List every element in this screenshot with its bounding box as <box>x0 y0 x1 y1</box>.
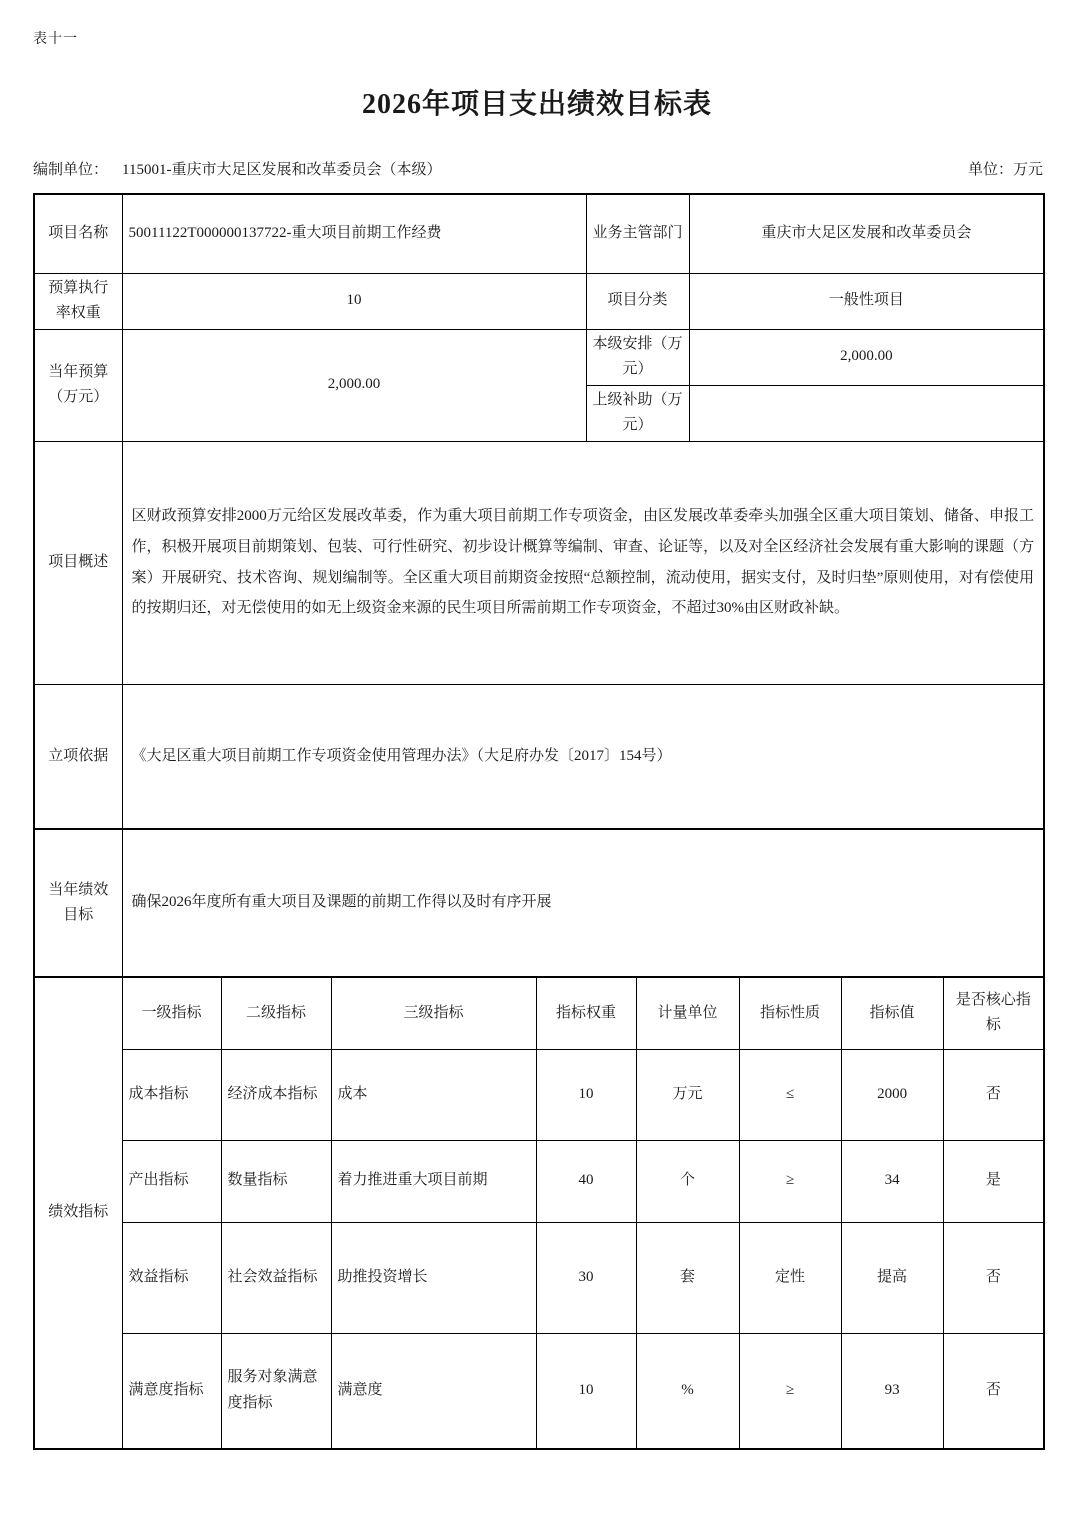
indicator-nature: ≥ <box>739 1333 841 1449</box>
row-target <box>34 829 1044 977</box>
local-arrangement-label: 本级安排（万元） <box>586 329 689 385</box>
indicator-unit: 个 <box>636 1140 739 1222</box>
indicator-nature: 定性 <box>739 1222 841 1333</box>
prepared-by-value: 115001-重庆市大足区发展和改革委员会（本级） <box>122 162 442 178</box>
dept-value: 重庆市大足区发展和改革委员会 <box>689 194 1044 273</box>
indicator-weight: 10 <box>536 1049 636 1140</box>
header-core: 是否核心指标 <box>943 977 1044 1049</box>
header-weight: 指标权重 <box>536 977 636 1049</box>
category-value: 一般性项目 <box>689 273 1044 329</box>
indicator-level1: 产出指标 <box>122 1140 221 1222</box>
indicator-level3: 着力推进重大项目前期 <box>331 1140 536 1222</box>
header-level1: 一级指标 <box>122 977 221 1049</box>
row-basis <box>34 684 1044 829</box>
indicator-level2: 数量指标 <box>221 1140 331 1222</box>
target-label: 当年绩效目标 <box>34 829 122 977</box>
indicator-weight: 10 <box>536 1333 636 1449</box>
superior-subsidy-value <box>689 385 1044 441</box>
indicator-level1: 成本指标 <box>122 1049 221 1140</box>
indicator-unit: 万元 <box>636 1049 739 1140</box>
header-value: 指标值 <box>841 977 943 1049</box>
row-project-name <box>34 194 1044 273</box>
table-number-label: 表十一 <box>33 32 78 47</box>
indicator-level1: 满意度指标 <box>122 1333 221 1449</box>
category-label: 项目分类 <box>586 273 689 329</box>
basis-value: 《大足区重大项目前期工作专项资金使用管理办法》（大足府办发〔2017〕154号） <box>122 684 1044 829</box>
header-nature: 指标性质 <box>739 977 841 1049</box>
unit-label: 单位：万元 <box>967 162 1043 178</box>
project-name-value: 50011122T000000137722-重大项目前期工作经费 <box>122 194 586 273</box>
year-budget-label: 当年预算（万元） <box>34 329 122 441</box>
page-title: 2026年项目支出绩效目标表 <box>361 89 712 120</box>
local-arrangement-value: 2,000.00 <box>689 329 1044 385</box>
row-indicator-header <box>34 977 1044 1049</box>
prepared-by <box>33 158 441 179</box>
overview-label: 项目概述 <box>34 441 122 684</box>
budget-rate-label: 预算执行率权重 <box>34 273 122 329</box>
dept-label: 业务主管部门 <box>586 194 689 273</box>
meta-row <box>33 158 1043 179</box>
indicator-core: 否 <box>943 1333 1044 1449</box>
indicator-section-label: 绩效指标 <box>34 977 122 1449</box>
overview-value: 区财政预算安排2000万元给区发展改革委，作为重大项目前期工作专项资金，由区发展改革委牵头加强全区重大项目策划、储备、申报工作，积极开展项目前期策划、包装、可行性研究、初步设计概算等编制、审查、论证等，以及对全区经济社会发展有重大影响的课题（方案）开展研究、技术咨询、规划编制等。全区重大项目前期资金按照“总额控制，流动使用，据实支付，及时归垫”原则使用，对有偿使用的按期归还，对无偿使用的如无上级资金来源的民生项目所需前期工作专项资金，不超过30%由区财政补缺。 <box>122 441 1044 684</box>
superior-subsidy-label: 上级补助（万元） <box>586 385 689 441</box>
indicator-unit: % <box>636 1333 739 1449</box>
target-value: 确保2026年度所有重大项目及课题的前期工作得以及时有序开展 <box>122 829 1044 977</box>
indicator-value: 34 <box>841 1140 943 1222</box>
basis-label: 立项依据 <box>34 684 122 829</box>
indicator-value: 提高 <box>841 1222 943 1333</box>
row-overview <box>34 441 1044 684</box>
indicator-nature: ≥ <box>739 1140 841 1222</box>
year-budget-value: 2,000.00 <box>122 329 586 441</box>
header-level2: 二级指标 <box>221 977 331 1049</box>
header-level3: 三级指标 <box>331 977 536 1049</box>
performance-target-table <box>33 193 1045 1450</box>
prepared-by-label: 编制单位： <box>33 162 109 178</box>
indicator-value: 2000 <box>841 1049 943 1140</box>
indicator-level3: 成本 <box>331 1049 536 1140</box>
indicator-row-output <box>34 1140 1044 1222</box>
row-budget-rate <box>34 273 1044 329</box>
indicator-level3: 助推投资增长 <box>331 1222 536 1333</box>
row-year-budget-local <box>34 329 1044 385</box>
indicator-core: 是 <box>943 1140 1044 1222</box>
indicator-level3: 满意度 <box>331 1333 536 1449</box>
indicator-level1: 效益指标 <box>122 1222 221 1333</box>
indicator-level2: 社会效益指标 <box>221 1222 331 1333</box>
indicator-level2: 服务对象满意度指标 <box>221 1333 331 1449</box>
indicator-value: 93 <box>841 1333 943 1449</box>
indicator-unit: 套 <box>636 1222 739 1333</box>
indicator-row-cost <box>34 1049 1044 1140</box>
project-name-label: 项目名称 <box>34 194 122 273</box>
indicator-weight: 40 <box>536 1140 636 1222</box>
indicator-weight: 30 <box>536 1222 636 1333</box>
indicator-core: 否 <box>943 1222 1044 1333</box>
indicator-row-satisfaction <box>34 1333 1044 1449</box>
indicator-row-benefit <box>34 1222 1044 1333</box>
header-unit: 计量单位 <box>636 977 739 1049</box>
indicator-core: 否 <box>943 1049 1044 1140</box>
indicator-nature: ≤ <box>739 1049 841 1140</box>
budget-rate-value: 10 <box>122 273 586 329</box>
indicator-level2: 经济成本指标 <box>221 1049 331 1140</box>
